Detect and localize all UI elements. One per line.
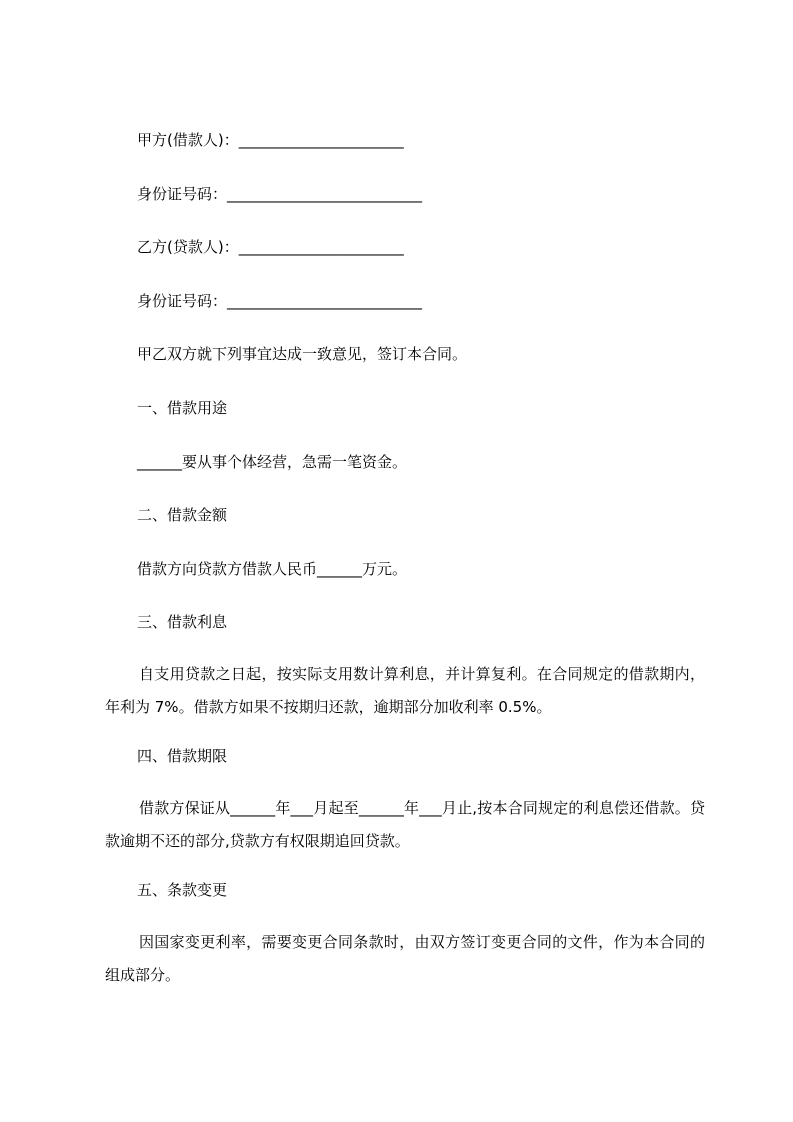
party-a-line: 甲方(借款人)：______________________ [137,131,404,149]
section-5-text: 因国家变更利率，需要变更合同条款时，由双方签订变更合同的文件，作为本合同的组成部分。 [105,933,705,984]
section-4-heading: 四、借款期限 [137,747,228,765]
section-2-text: 借款方向贷款方借款人民币______万元。 [137,560,408,578]
section-4-text: 借款方保证从______年___月起至______年___月止,按本合同规定的利息偿还借款。贷款逾期不还的部分,贷款方有权限期追回贷款。 [105,799,705,850]
section-3-text: 自支用贷款之日起，按实际支用数计算利息，并计算复利。在合同规定的借款期内，年利为 7%。借款方如果不按期归还款，逾期部分加收利率 0.5%。 [105,665,705,716]
section-1-heading: 一、借款用途 [137,399,228,417]
section-2-heading: 二、借款金额 [137,506,228,524]
section-1-text: ______要从事个体经营，急需一笔资金。 [137,453,408,471]
section-3-heading: 三、借款利息 [137,613,228,631]
id-a-line: 身份证号码：__________________________ [137,185,423,203]
intro-line: 甲乙双方就下列事宜达成一致意见，签订本合同。 [137,345,468,363]
party-b-line: 乙方(贷款人)：______________________ [137,238,404,256]
section-5-heading: 五、条款变更 [137,881,228,899]
id-b-line: 身份证号码：__________________________ [137,292,423,310]
